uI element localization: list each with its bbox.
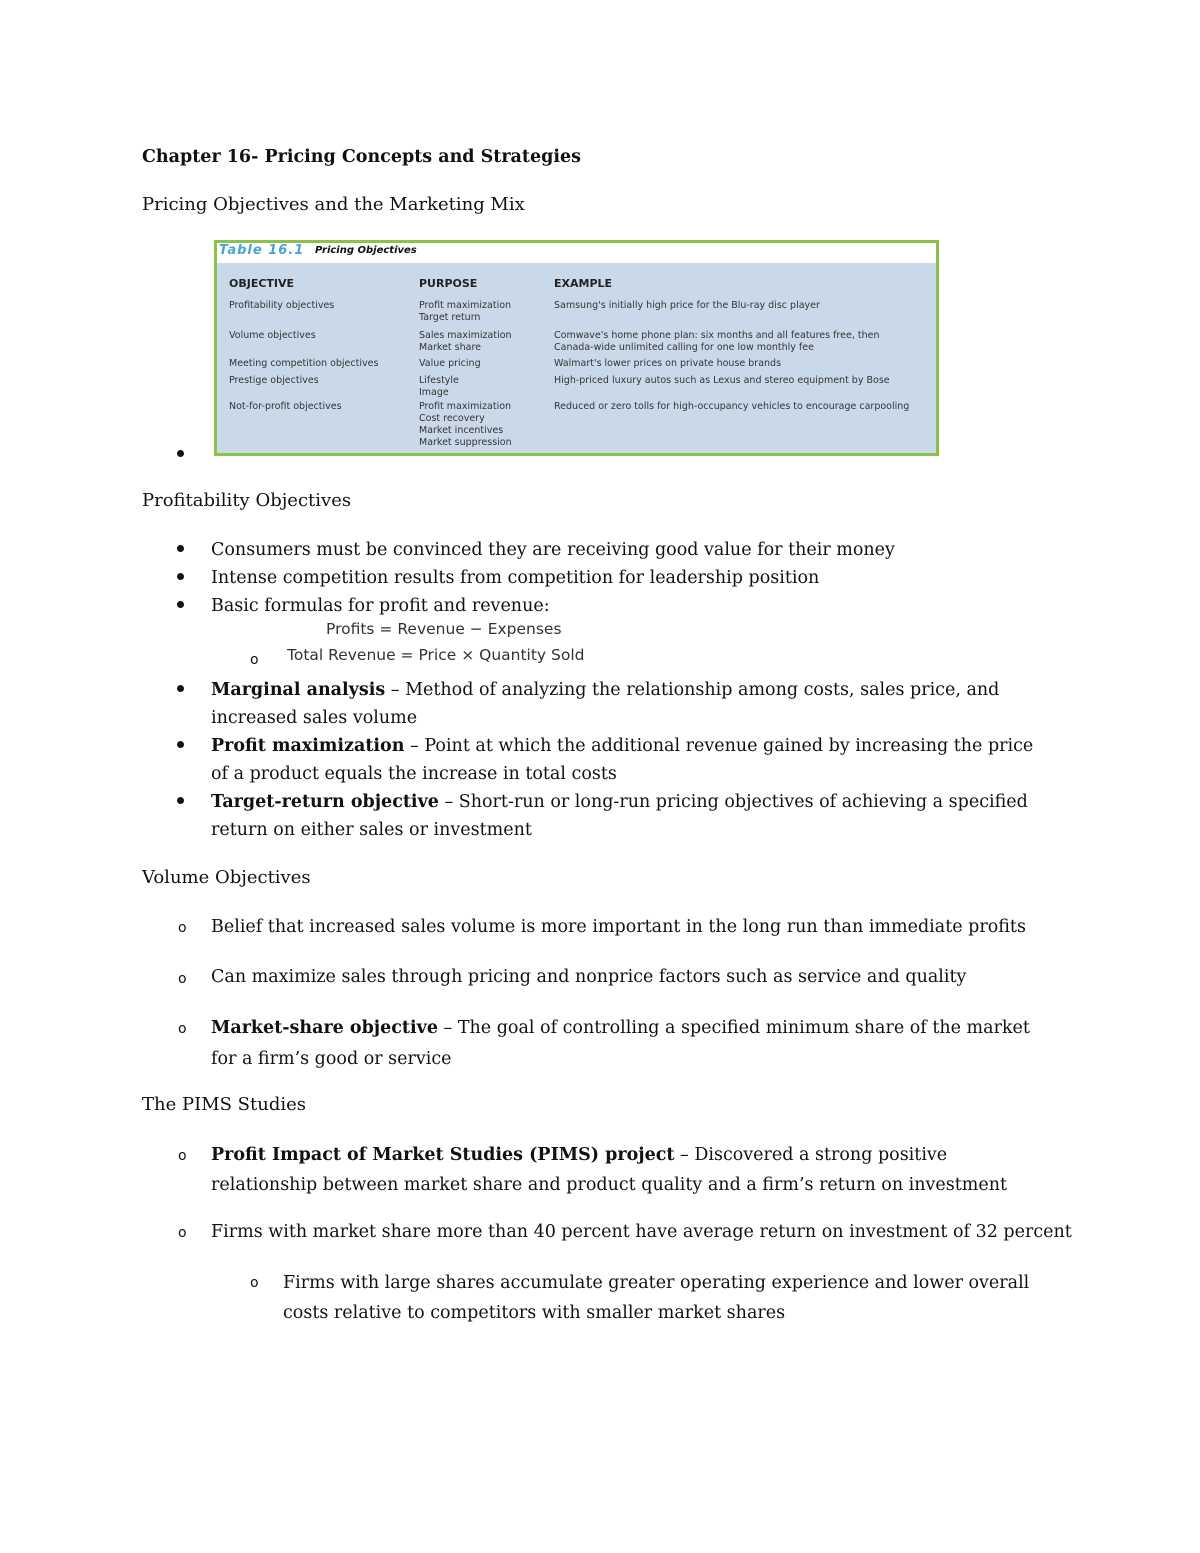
list-item: Consumers must be convinced they are receiving good value for their money [211, 540, 895, 560]
table-cell-objective: Not-for-profit objectives [229, 401, 342, 412]
term: Profit Impact of Market Studies (PIMS) project [211, 1145, 675, 1165]
open-bullet: o [250, 1275, 259, 1291]
open-bullet: o [178, 1021, 187, 1037]
table-cell-purpose: Target return [419, 312, 481, 323]
definition-item [211, 732, 1051, 788]
list-item: Belief that increased sales volume is more important in the long run than immediate profits [211, 917, 1026, 937]
section-heading-pricing-objectives: Pricing Objectives and the Marketing Mix [142, 194, 525, 215]
bullet-dot [177, 450, 184, 457]
table-header-strip [217, 243, 936, 263]
definition-text: – The goal of controlling a specified minimum share of the market for a firm’s good or service [211, 1018, 1030, 1069]
table-column-header: OBJECTIVE [229, 277, 295, 290]
table-cell-objective: Meeting competition objectives [229, 358, 379, 369]
list-item: Can maximize sales through pricing and nonprice factors such as service and quality [211, 967, 967, 987]
bullet-dot [177, 741, 184, 748]
table-number: Table 16.1 [219, 243, 305, 258]
open-bullet: o [178, 920, 187, 936]
bullet-dot [177, 573, 184, 580]
term: Marginal analysis [211, 680, 386, 700]
table-cell-purpose: Value pricing [419, 358, 481, 369]
term: Target-return objective [211, 792, 439, 812]
list-item: Basic formulas for profit and revenue: [211, 596, 550, 616]
sub-list-item: Firms with large shares accumulate greater operating experience and lower overall costs relative to competitors with smaller market shares [283, 1273, 1030, 1323]
table-cell-purpose: Sales maximization [419, 330, 512, 341]
table-cell-example: Samsung's initially high price for the Blu-ray disc player [554, 300, 820, 311]
revenue-formula: Total Revenue = Price × Quantity Sold [287, 646, 585, 664]
open-bullet: o [250, 652, 259, 668]
bullet-dot [177, 797, 184, 804]
profit-formula: Profits = Revenue − Expenses [326, 620, 562, 638]
table-cell-example: Canada-wide unlimited calling for one low monthly fee [554, 342, 814, 353]
table-cell-purpose: Image [419, 387, 449, 398]
table-cell-purpose: Market share [419, 342, 482, 353]
table-cell-example: Walmart's lower prices on private house brands [554, 358, 782, 369]
table-cell-objective: Volume objectives [229, 330, 316, 341]
term: Profit maximization [211, 736, 405, 756]
table-cell-purpose: Market suppression [419, 437, 512, 448]
table-cell-purpose: Profit maximization [419, 401, 512, 412]
definition-item [211, 1140, 1041, 1200]
table-caption: Pricing Objectives [315, 245, 417, 256]
definition-text: – Short-run or long-run pricing objectives of achieving a specified return on either sales or investment [211, 792, 1028, 840]
table-body [217, 263, 936, 453]
table-cell-purpose: Lifestyle [419, 375, 459, 386]
open-bullet: o [178, 1225, 187, 1241]
list-item: Firms with market share more than 40 percent have average return on investment of 32 percent [211, 1222, 1072, 1242]
section-heading-profitability: Profitability Objectives [142, 490, 352, 511]
term: Market-share objective [211, 1018, 438, 1038]
bullet-dot [177, 545, 184, 552]
table-column-header: EXAMPLE [554, 277, 613, 290]
definition-text: – Point at which the additional revenue gained by increasing the price of a product equals the increase in total costs [211, 736, 1034, 784]
table-cell-purpose: Profit maximization [419, 300, 512, 311]
pricing-objectives-table [214, 240, 939, 456]
section-heading-pims: The PIMS Studies [142, 1094, 307, 1115]
list-item: Intense competition results from competition for leadership position [211, 568, 820, 588]
section-heading-volume: Volume Objectives [142, 867, 311, 888]
bullet-dot [177, 685, 184, 692]
table-cell-purpose: Cost recovery [419, 413, 485, 424]
table-cell-objective: Profitability objectives [229, 300, 335, 311]
definition-text: – Discovered a strong positive relationship between market share and product quality and a firm’s return on investment [211, 1145, 1008, 1195]
chapter-title: Chapter 16- Pricing Concepts and Strategies [142, 147, 581, 167]
table-cell-purpose: Market incentives [419, 425, 504, 436]
definition-item [211, 788, 1031, 844]
table-cell-example: Comwave's home phone plan: six months and all features free, then [554, 330, 880, 341]
open-bullet: o [178, 971, 187, 987]
definition-item [211, 1013, 1056, 1075]
bullet-dot [177, 601, 184, 608]
table-cell-example: Reduced or zero tolls for high-occupancy vehicles to encourage carpooling [554, 401, 910, 412]
table-column-header: PURPOSE [419, 277, 478, 290]
definition-item [211, 676, 1011, 732]
definition-text: – Method of analyzing the relationship among costs, sales price, and increased sales volume [211, 680, 1000, 728]
open-bullet: o [178, 1148, 187, 1164]
table-cell-objective: Prestige objectives [229, 375, 319, 386]
table-cell-example: High-priced luxury autos such as Lexus and stereo equipment by Bose [554, 375, 890, 386]
